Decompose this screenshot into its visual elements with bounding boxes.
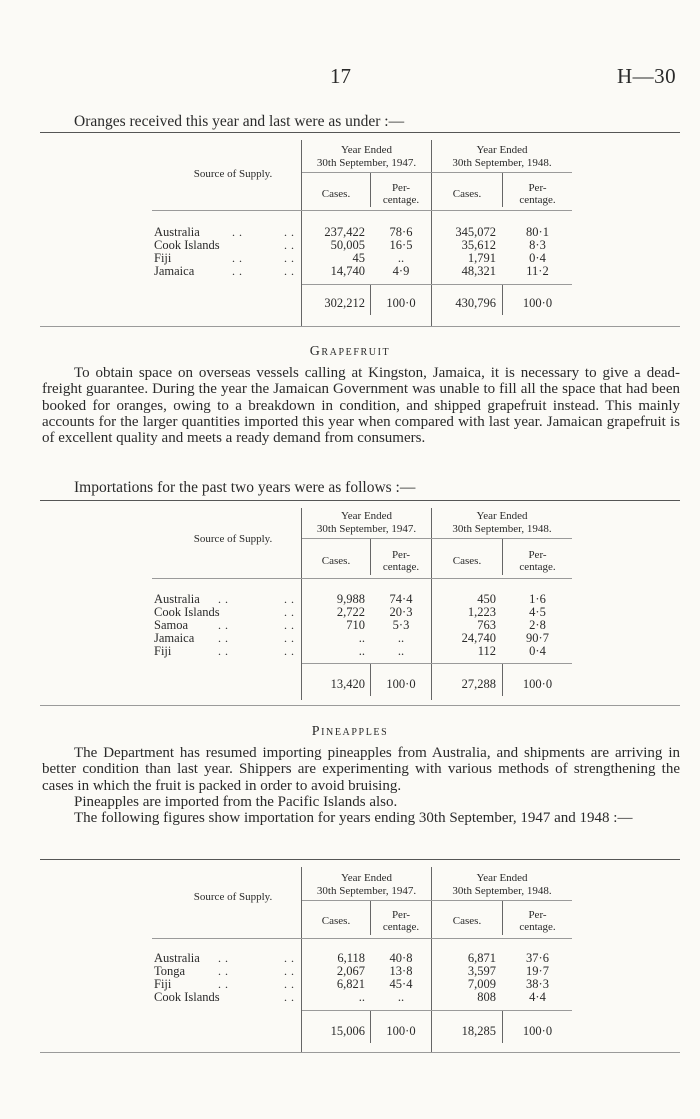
source-header: Source of Supply. — [193, 168, 273, 180]
oranges-intro: Oranges received this year and last were as under :— — [74, 113, 405, 130]
pineapples-table: Source of Supply. Year Ended 30th September, 1947. Year Ended 30th September, 1948. Cases. Per- centage. Cases. Per- centage. Australia .. .. 6,118 40·8 6,871 37·6 Tonga .. .. 2,067 13·8 3,597 19·7 Fiji .. .. 6,821 45·4 7,009 38·3 Cook Islands .. .. .. 808 4·4 15,006 100·0 18,285 100·0 — [40, 859, 680, 1059]
cases-header: Cases. — [321, 555, 351, 567]
year-1947-header: Year Ended 30th September, 1947. — [316, 144, 417, 169]
percentage-header: Per- centage. — [519, 182, 556, 206]
percentage-header: Per- centage. — [382, 182, 420, 206]
grapefruit-intro: Importations for the past two years were as follows :— — [74, 479, 416, 496]
percentage-header: Per- centage. — [382, 549, 420, 573]
grapefruit-paragraph: To obtain space on overseas vessels calling at Kingston, Jamaica, it is necessary to give a dead-freight guarantee. During the year the Jamaican Government was unable to fill all the space that had been booked for oranges, owing to a breakdown in condition, and shipped grapefruit instead. This mainly accounts for the larger quantities imported this year when compared with last year. Jamaican grapefruit is of excellent quality and meets a ready demand from consumers. — [42, 365, 680, 447]
percentage-header: Per- centage. — [382, 909, 420, 933]
percentage-header: Per- centage. — [519, 909, 556, 933]
document-reference: H—30 — [617, 64, 677, 88]
pineapples-paragraphs: The Department has resumed importing pineapples from Australia, and shipments are arriving in better condition than last year. Shippers are experimenting with various methods of strengthening the cases in which the fruit is packed in order to avoid bruising. Pineapples are imported from the Pacific Islands also. The following figures show importation for years ending 30th September, 1947 and 1948 :— — [42, 745, 680, 827]
percentage-header: Per- centage. — [519, 549, 556, 573]
page-number: 17 — [330, 64, 351, 88]
cases-header: Cases. — [452, 915, 482, 927]
year-1947-header: Year Ended 30th September, 1947. — [316, 872, 417, 897]
cases-header: Cases. — [452, 555, 482, 567]
oranges-table: Source of Supply. Year Ended 30th September, 1947. Year Ended 30th September, 1948. Cases. Per- centage. Cases. Per- centage. Australia .. .. 237,422 78·6 345,072 80·1 Cook Islands .. 50,005 16·5 35,612 8·3 Fiji .. .. 45 .. 1,791 0·4 Jamaica .. .. 14,740 4·9 48,321 11·2 302,212 100·0 430,796 100·0 — [40, 132, 680, 332]
cases-header: Cases. — [321, 188, 351, 200]
source-header: Source of Supply. — [193, 891, 273, 903]
pineapples-heading: Pineapples — [311, 724, 389, 739]
grapefruit-heading: Grapefruit — [309, 344, 391, 359]
year-1948-header: Year Ended 30th September, 1948. — [452, 872, 552, 897]
grapefruit-table: Source of Supply. Year Ended 30th September, 1947. Year Ended 30th September, 1948. Cases. Per- centage. Cases. Per- centage. Australia .. .. 9,988 74·4 450 1·6 Cook Islands .. 2,722 20·3 1,223 4·5 Samoa .. .. 710 5·3 763 2·8 Jamaica .. .. .. .. 24,740 90·7 Fiji .. .. .. .. 112 0·4 13,420 100·0 27,288 100·0 — [40, 500, 680, 708]
cases-header: Cases. — [452, 188, 482, 200]
year-1948-header: Year Ended 30th September, 1948. — [452, 144, 552, 169]
year-1947-header: Year Ended 30th September, 1947. — [316, 510, 417, 535]
year-1948-header: Year Ended 30th September, 1948. — [452, 510, 552, 535]
source-header: Source of Supply. — [193, 533, 273, 545]
cases-header: Cases. — [321, 915, 351, 927]
